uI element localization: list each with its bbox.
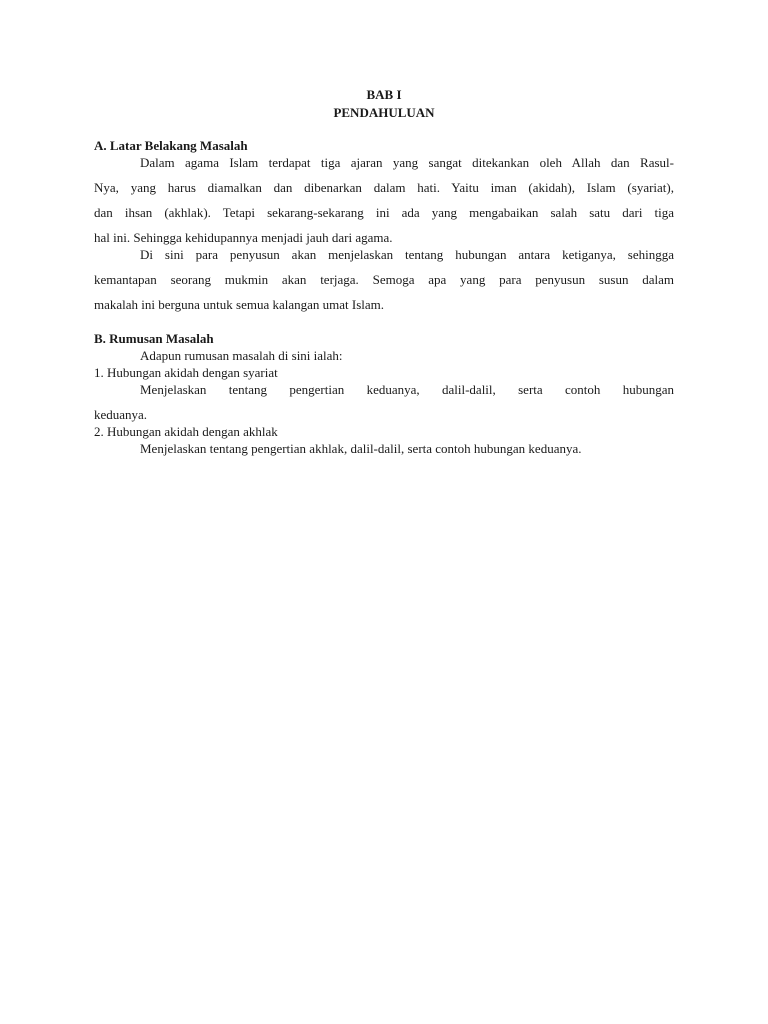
chapter-title: PENDAHULUAN [333, 105, 435, 120]
section-b-heading: B. Rumusan Masalah [94, 331, 214, 346]
paragraph-line: Di sini para penyusun akan menjelaskan tentang hubungan antara ketiganya, sehingga [140, 247, 674, 262]
paragraph-line: makalah ini berguna untuk semua kalangan umat Islam. [94, 297, 385, 312]
list-item-2-description: Menjelaskan tentang pengertian akhlak, dalil-dalil, serta contoh hubungan keduanya. [140, 441, 582, 456]
list-item-2-title: 2. Hubungan akidah dengan akhlak [94, 424, 278, 439]
section-a-paragraph-1 [94, 154, 674, 246]
paragraph-line: hal ini. Sehingga kehidupannya menjadi jauh dari agama. [94, 230, 393, 245]
paragraph-line: dan ihsan (akhlak). Tetapi sekarang-sekarang ini ada yang mengabaikan salah satu dari tiga [94, 205, 674, 220]
list-item-1-description [94, 381, 674, 423]
paragraph-line: Dalam agama Islam terdapat tiga ajaran yang sangat ditekankan oleh Allah dan Rasul- [140, 155, 674, 170]
list-item-1-title: 1. Hubungan akidah dengan syariat [94, 365, 278, 380]
paragraph-line: Nya, yang harus diamalkan dan dibenarkan dalam hati. Yaitu iman (akidah), Islam (syariat), [94, 180, 674, 195]
paragraph-line: keduanya. [94, 407, 148, 422]
section-a-paragraph-2 [94, 246, 674, 321]
section-b-intro: Adapun rumusan masalah di sini ialah: [140, 348, 343, 363]
paragraph-line: kemantapan seorang mukmin akan terjaga. Semoga apa yang para penyusun susun dalam [94, 272, 674, 287]
paragraph-line: Menjelaskan tentang pengertian keduanya, dalil-dalil, serta contoh hubungan [140, 382, 674, 397]
chapter-number: BAB I [366, 87, 402, 102]
section-a-heading: A. Latar Belakang Masalah [94, 138, 248, 153]
